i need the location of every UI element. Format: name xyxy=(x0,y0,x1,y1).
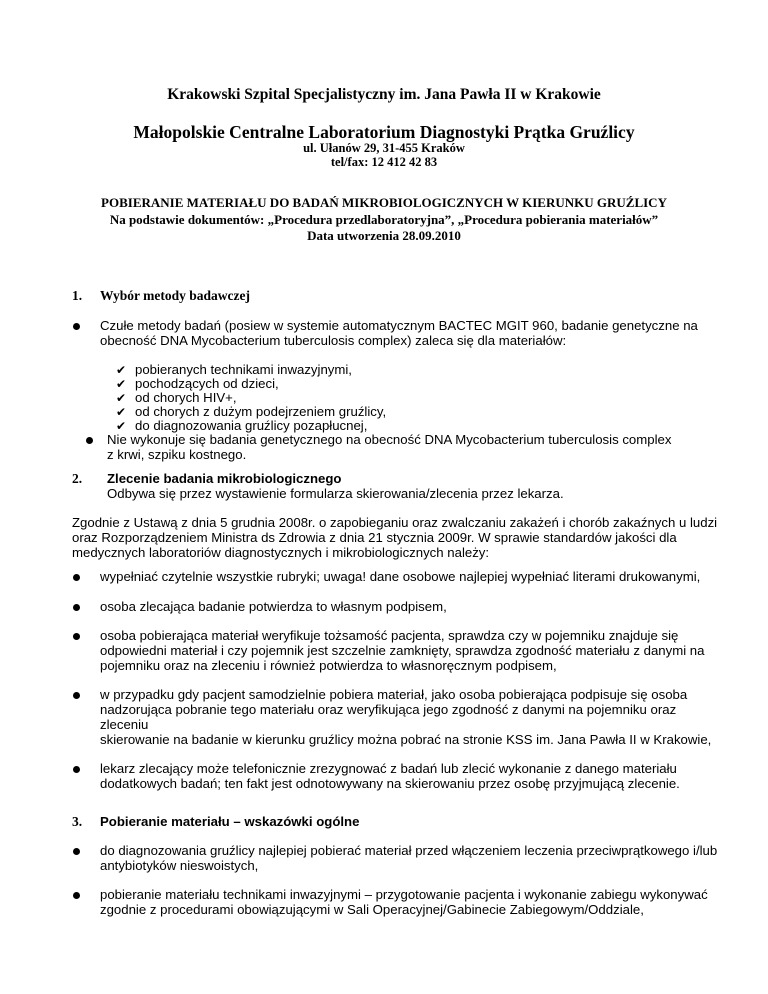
s1-check-3: od chorych HIV+, xyxy=(135,390,237,405)
check-icon: ✔ xyxy=(116,405,127,419)
bullet-icon xyxy=(86,437,93,444)
s2-bullet-2: osoba zlecająca badanie potwierdza to własnym podpisem, xyxy=(100,599,447,614)
bullet-icon xyxy=(73,848,80,855)
s2-bullet-3-line-3: pojemniku oraz na zleceniu i również potwierdza to własnoręcznym podpisem, xyxy=(100,658,557,673)
check-icon: ✔ xyxy=(116,419,127,433)
s2-bullet-1: wypełniać czytelnie wszystkie rubryki; uwaga! dane osobowe najlepiej wypełniać literami drukowanymi, xyxy=(100,569,701,584)
s2-bullet-5-line-2: dodatkowych badań; ten fakt jest odnotowywany na skierowaniu przez osobę przyjmującą zlecenie. xyxy=(100,776,680,791)
bullet-icon xyxy=(73,892,80,899)
s3-bullet-2-line-1: pobieranie materiału technikami inwazyjnymi – przygotowanie pacjenta i wykonanie zabiegu wykonywać xyxy=(100,887,708,902)
s2-bullet-3-line-1: osoba pobierająca materiał weryfikuje tożsamość pacjenta, sprawdza czy w pojemniku znajduje się xyxy=(100,628,679,643)
s2-intro-line-1: Zgodnie z Ustawą z dnia 5 grudnia 2008r. o zapobieganiu oraz zwalczaniu zakażeń i chorób zakaźnych u ludzi xyxy=(72,515,718,530)
bullet-icon xyxy=(73,574,80,581)
s2-bullet-4-line-3: zleceniu xyxy=(100,717,149,732)
s1-check-2: pochodzących od dzieci, xyxy=(135,376,279,391)
s1-check-4: od chorych z dużym podejrzeniem gruźlicy, xyxy=(135,404,387,419)
bullet-icon xyxy=(73,692,80,699)
section-3-heading: Pobieranie materiału – wskazówki ogólne xyxy=(100,814,360,829)
s2-bullet-3-line-2: odpowiedni materiał i czy pojemnik jest szczelnie zamknięty, sprawdza zgodność materiału z danymi na xyxy=(100,643,705,658)
doc-title: POBIERANIE MATERIAŁU DO BADAŃ MIKROBIOLOGICZNYCH W KIERUNKU GRUŹLICY xyxy=(101,195,667,210)
lab-name: Małopolskie Centralne Laboratorium Diagnostyki Prątka Gruźlicy xyxy=(133,122,635,142)
s2-intro-line-2: oraz Rozporządzeniem Ministra ds Zdrowia z dnia 21 stycznia 2009r. W sprawie standardów jakości dla xyxy=(72,530,677,545)
s2-intro-line-3: medycznych laboratoriów diagnostycznych i mikrobiologicznych należy: xyxy=(72,545,490,560)
section-2-line: Odbywa się przez wystawienie formularza skierowania/zlecenia przez lekarza. xyxy=(107,486,564,501)
bullet-icon xyxy=(73,604,80,611)
check-icon: ✔ xyxy=(116,363,127,377)
s3-bullet-2-line-2: zgodnie z procedurami obowiązującymi w Sali Operacyjnej/Gabinecie Zabiegowym/Oddziale, xyxy=(100,902,644,917)
s1-check-5: do diagnozowania gruźlicy pozapłucnej, xyxy=(135,418,368,433)
s2-bullet-4-line-2: nadzorująca pobranie tego materiału oraz weryfikująca jego zgodność z danymi na pojemniku oraz xyxy=(100,702,677,717)
lab-address: ul. Ułanów 29, 31-455 Kraków xyxy=(303,141,465,155)
check-icon: ✔ xyxy=(116,391,127,405)
s2-bullet-4-line-4: skierowanie na badanie w kierunku gruźlicy można pobrać na stronie KSS im. Jana Pawła II w Krakowie, xyxy=(100,732,712,747)
section-2-heading: Zlecenie badania mikrobiologicznego xyxy=(107,471,342,486)
section-3-number: 3. xyxy=(72,814,83,829)
check-icon: ✔ xyxy=(116,377,127,391)
section-1-heading: Wybór metody badawczej xyxy=(100,288,250,303)
section-1-number: 1. xyxy=(72,288,83,303)
s1-bullet-2-line-2: z krwi, szpiku kostnego. xyxy=(107,447,247,462)
section-2-number: 2. xyxy=(72,471,83,486)
bullet-icon xyxy=(73,323,80,330)
doc-date: Data utworzenia 28.09.2010 xyxy=(307,228,461,243)
s1-bullet-2-line-1: Nie wykonuje się badania genetycznego na obecność DNA Mycobacterium tuberculosis complex xyxy=(107,432,672,447)
bullet-icon xyxy=(73,766,80,773)
s3-bullet-1-line-1: do diagnozowania gruźlicy najlepiej pobierać materiał przed włączeniem leczenia przeciwprątkowego i/lub xyxy=(100,843,718,858)
bullet-icon xyxy=(73,633,80,640)
doc-basis: Na podstawie dokumentów: „Procedura przedlaboratoryjna”, „Procedura pobierania materiałów” xyxy=(109,212,659,227)
s2-bullet-5-line-1: lekarz zlecający może telefonicznie zrezygnować z badań lub zlecić wykonanie z danego materiału xyxy=(100,761,677,776)
s3-bullet-1-line-2: antybiotyków nieswoistych, xyxy=(100,858,259,873)
s1-bullet-1-line-1: Czułe metody badań (posiew w systemie automatycznym BACTEC MGIT 960, badanie genetyczne na xyxy=(100,318,698,333)
s1-bullet-1-line-2: obecność DNA Mycobacterium tuberculosis complex) zaleca się dla materiałów: xyxy=(100,333,567,348)
lab-phone: tel/fax: 12 412 42 83 xyxy=(330,155,438,169)
hospital-name: Krakowski Szpital Specjalistyczny im. Jana Pawła II w Krakowie xyxy=(167,86,601,103)
s2-bullet-4-line-1: w przypadku gdy pacjent samodzielnie pobiera materiał, jako osoba pobierająca podpisuje się osoba xyxy=(100,687,688,702)
s1-check-1: pobieranych technikami inwazyjnymi, xyxy=(135,362,352,377)
